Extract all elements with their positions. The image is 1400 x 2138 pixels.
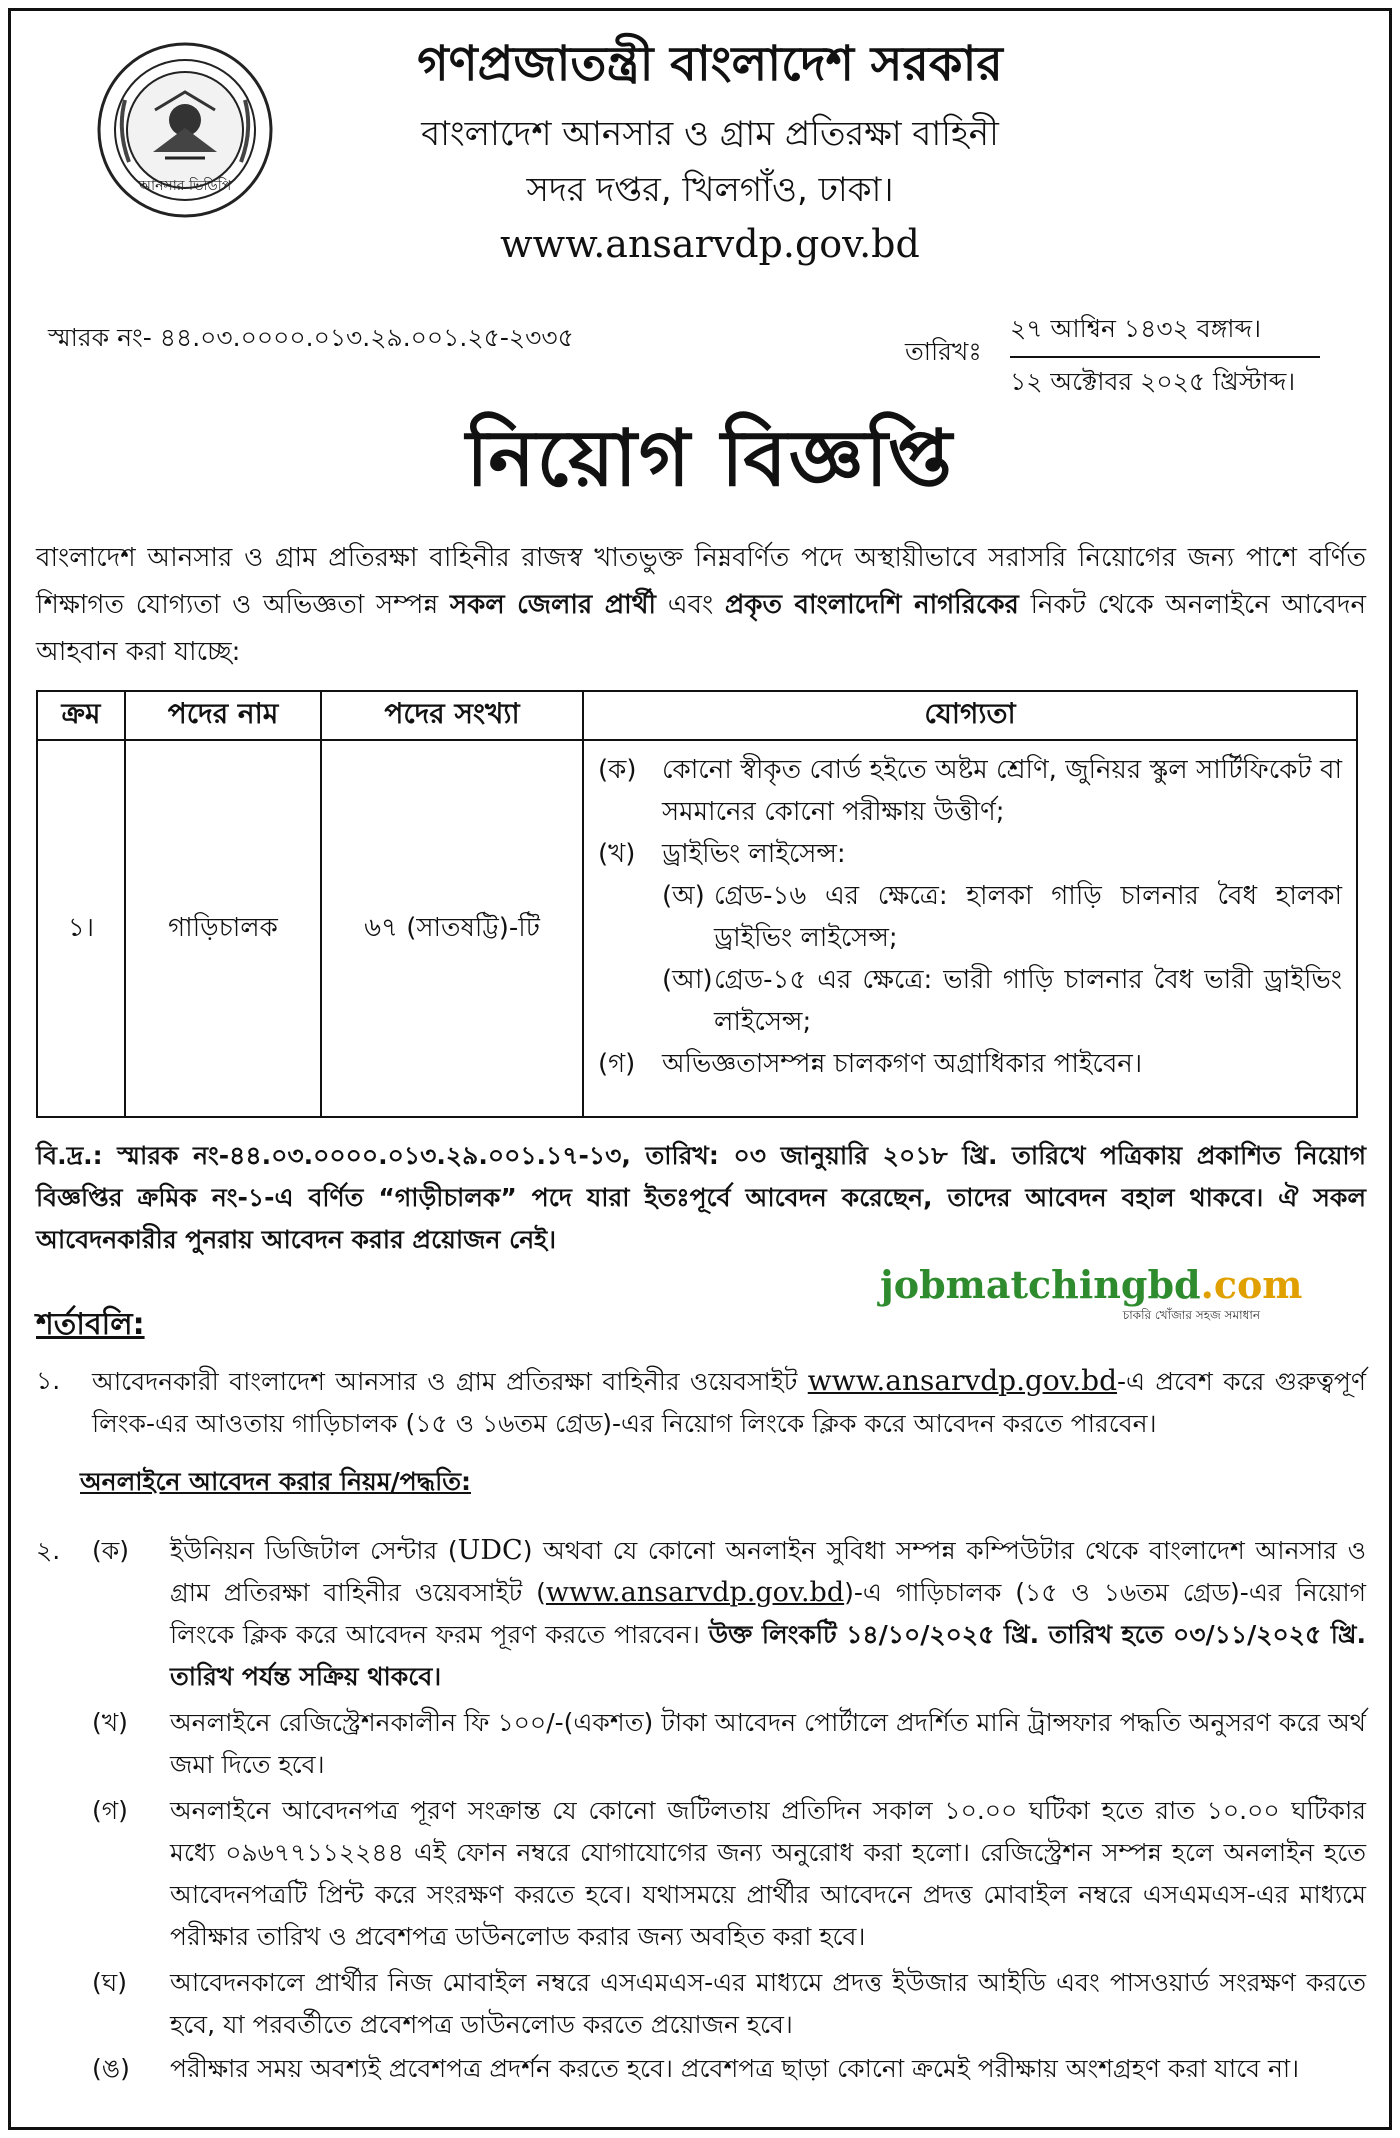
method-heading: অনলাইনে আবেদন করার নিয়ম/পদ্ধতি: bbox=[80, 1467, 471, 1496]
date-english: ১২ অক্টোবর ২০২৫ খ্রিস্টাব্দ। bbox=[1010, 367, 1296, 396]
qualification-item: (খ) ড্রাইভিং লাইসেন্স: bbox=[598, 839, 846, 869]
intro-paragraph: বাংলাদেশ আনসার ও গ্রাম প্রতিরক্ষা বাহিনীর রাজস্ব খাতভুক্ত নিম্নবর্ণিত পদে অস্থায়ীভাবে সরাসরি নিয়োগের জন্য পাশে বর্ণিত শিক্ষাগত যোগ্যতা ও অভিজ্ঞতা সম্পন্ন সকল জেলার প্রার্থী এবং প্রকৃত বাংলাদেশি নাগরিকের নিকট থেকে অনলাইনে আবেদন আহবান করা যাচ্ছে: bbox=[36, 543, 1367, 667]
condition-2d: (ঘ) আবেদনকালে প্রার্থীর নিজ মোবাইল নম্বরে এসএমএস-এর মাধ্যমে প্রদত্ত ইউজার আইডি এবং পাসওয়ার্ড সংরক্ষণ করতে হবে, যা পরবর্তীতে প্রবেশপত্র ডাউনলোড করতে প্রয়োজন হবে। bbox=[92, 1968, 1366, 2039]
header-serial: ক্রম bbox=[37, 691, 125, 740]
date-label: তারিখঃ bbox=[905, 337, 982, 366]
cell-qualification bbox=[583, 740, 1357, 1117]
table-header-row bbox=[37, 691, 1357, 740]
organization-name: বাংলাদেশ আনসার ও গ্রাম প্রতিরক্ষা বাহিনী bbox=[421, 114, 999, 154]
qualification-subitem: (অ) গ্রেড-১৬ এর ক্ষেত্রে: হালকা গাড়ি চালনার বৈধ হালকা ড্রাইভিং লাইসেন্স; bbox=[662, 881, 1342, 953]
date-bangla: ২৭ আশ্বিন ১৪৩২ বঙ্গাব্দ। bbox=[1010, 305, 1320, 358]
watermark-logo bbox=[880, 1262, 1303, 1327]
header-website-link[interactable]: www.ansarvdp.gov.bd bbox=[500, 222, 920, 266]
cell-serial: ১। bbox=[37, 740, 125, 1117]
cell-post-name: গাড়িচালক bbox=[125, 740, 321, 1117]
notice-title: নিয়োগ বিজ্ঞপ্তি bbox=[466, 414, 954, 504]
condition-1-number: ১. bbox=[36, 1366, 61, 1395]
table-row bbox=[37, 740, 1357, 1117]
government-title: গণপ্রজাতন্ত্রী বাংলাদেশ সরকার bbox=[417, 36, 1003, 92]
condition-2a: ২. (ক) ইউনিয়ন ডিজিটাল সেন্টার (UDC) অথবা যে কোনো অনলাইন সুবিধা সম্পন্ন কম্পিউটার থেকে বাংলাদেশ আনসার ও গ্রাম প্রতিরক্ষা বাহিনীর ওয়েবসাইট (www.ansarvdp.gov.bd)-এ গাড়িচালক (১৫ ও ১৬তম গ্রেড)-এর নিয়োগ লিংকে ক্লিক করে আবেদন ফরম পূরণ করতে পারবেন। উক্ত লিংকটি ১৪/১০/২০২৫ খ্রি. তারিখ হতে ০৩/১১/২০২৫ খ্রি. তারিখ পর্যন্ত সক্রিয় থাকবে। bbox=[36, 1530, 1366, 1698]
conditions-heading: শর্তাবলি: bbox=[36, 1307, 145, 1342]
header-qualification: যোগ্যতা bbox=[583, 691, 1357, 740]
watermark-brand: jobmatchingbd bbox=[880, 1262, 1201, 1307]
headquarters-address: সদর দপ্তর, খিলগাঁও, ঢাকা। bbox=[526, 170, 894, 210]
header-post-count: পদের সংখ্যা bbox=[321, 691, 583, 740]
watermark-suffix: .com bbox=[1200, 1262, 1303, 1307]
condition-2a-website-link[interactable]: www.ansarvdp.gov.bd bbox=[545, 1577, 845, 1608]
memo-number: স্মারক নং- ৪৪.০৩.০০০০.০১৩.২৯.০০১.২৫-২৩৩৫ bbox=[48, 323, 574, 352]
watermark-tagline: চাকরি খোঁজার সহজ সমাধান bbox=[1122, 1308, 1260, 1322]
special-note: বি.দ্র.: স্মারক নং-৪৪.০৩.০০০০.০১৩.২৯.০০১.১৭-১৩, তারিখ: ০৩ জানুয়ারি ২০১৮ খ্রি. তারিখে পত্রিকায় প্রকাশিত নিয়োগ বিজ্ঞপ্তির ক্রমিক নং-১-এ বর্ণিত “গাড়ীচালক” পদে যারা ইতঃপূর্বে আবেদন করেছেন, তাদের আবেদন বহাল থাকবে। ঐ সকল আবেদনকারীর পুনরায় আবেদন করার প্রয়োজন নেই। bbox=[36, 1141, 1366, 1254]
qualification-subitem: (আ) গ্রেড-১৫ এর ক্ষেত্রে: ভারী গাড়ি চালনার বৈধ ভারী ড্রাইভিং লাইসেন্স; bbox=[662, 965, 1342, 1037]
qualification-item: (ক) কোনো স্বীকৃত বোর্ড হইতে অষ্টম শ্রেণি, জুনিয়র স্কুল সার্টিফিকেট বা সমমানের কোনো পরীক্ষায় উত্তীর্ণ; bbox=[598, 755, 1342, 827]
condition-1 bbox=[36, 1360, 1366, 1445]
condition-1-website-link[interactable]: www.ansarvdp.gov.bd bbox=[807, 1364, 1118, 1397]
condition-1-text: আবেদনকারী বাংলাদেশ আনসার ও গ্রাম প্রতিরক্ষা বাহিনীর ওয়েবসাইট www.ansarvdp.gov.bd-এ প্রবেশ করে গুরুত্বপূর্ণ লিংক-এর আওতায় গাড়িচালক (১৫ ও ১৬তম গ্রেড)-এর নিয়োগ লিংকে ক্লিক করে আবেদন করতে পারবেন। bbox=[92, 1364, 1366, 1438]
cell-post-count: ৬৭ (সাতষট্টি)-টি bbox=[321, 740, 583, 1117]
ansar-vdp-seal-icon bbox=[95, 40, 275, 220]
condition-2e: (ঙ) পরীক্ষার সময় অবশ্যই প্রবেশপত্র প্রদর্শন করতে হবে। প্রবেশপত্র ছাড়া কোনো ক্রমেই পরীক্ষায় অংশগ্রহণ করা যাবে না। bbox=[92, 2054, 1300, 2083]
header-post-name: পদের নাম bbox=[125, 691, 321, 740]
condition-2-number: ২. bbox=[36, 1536, 61, 1565]
vacancy-table bbox=[36, 690, 1358, 1118]
seal-text: আনসার ভিডিপি bbox=[138, 178, 232, 194]
date-block bbox=[1010, 305, 1320, 409]
condition-2b: (খ) অনলাইনে রেজিস্ট্রেশনকালীন ফি ১০০/-(একশত) টাকা আবেদন পোর্টালে প্রদর্শিত মানি ট্রান্সফার পদ্ধতি অনুসরণ করে অর্থ জমা দিতে হবে। bbox=[92, 1708, 1366, 1779]
condition-2c: (গ) অনলাইনে আবেদনপত্র পূরণ সংক্রান্ত যে কোনো জটিলতায় প্রতিদিন সকাল ১০.০০ ঘটিকা হতে রাত ১০.০০ ঘটিকার মধ্যে ০৯৬৭৭১১২২৪৪ এই ফোন নম্বরে যোগাযোগের জন্য অনুরোধ করা হলো। রেজিস্ট্রেশন সম্পন্ন হলে অনলাইন হতে আবেদনপত্রটি প্রিন্ট করে সংরক্ষণ করতে হবে। যথাসময়ে প্রার্থীর আবেদনে প্রদত্ত মোবাইল নম্বরে এসএমএস-এর মাধ্যমে পরীক্ষার তারিখ ও প্রবেশপত্র ডাউনলোড করার জন্য অবহিত করা হবে। bbox=[92, 1796, 1366, 1951]
qualification-item: (গ) অভিজ্ঞতাসম্পন্ন চালকগণ অগ্রাধিকার পাইবেন। bbox=[598, 1049, 1143, 1079]
